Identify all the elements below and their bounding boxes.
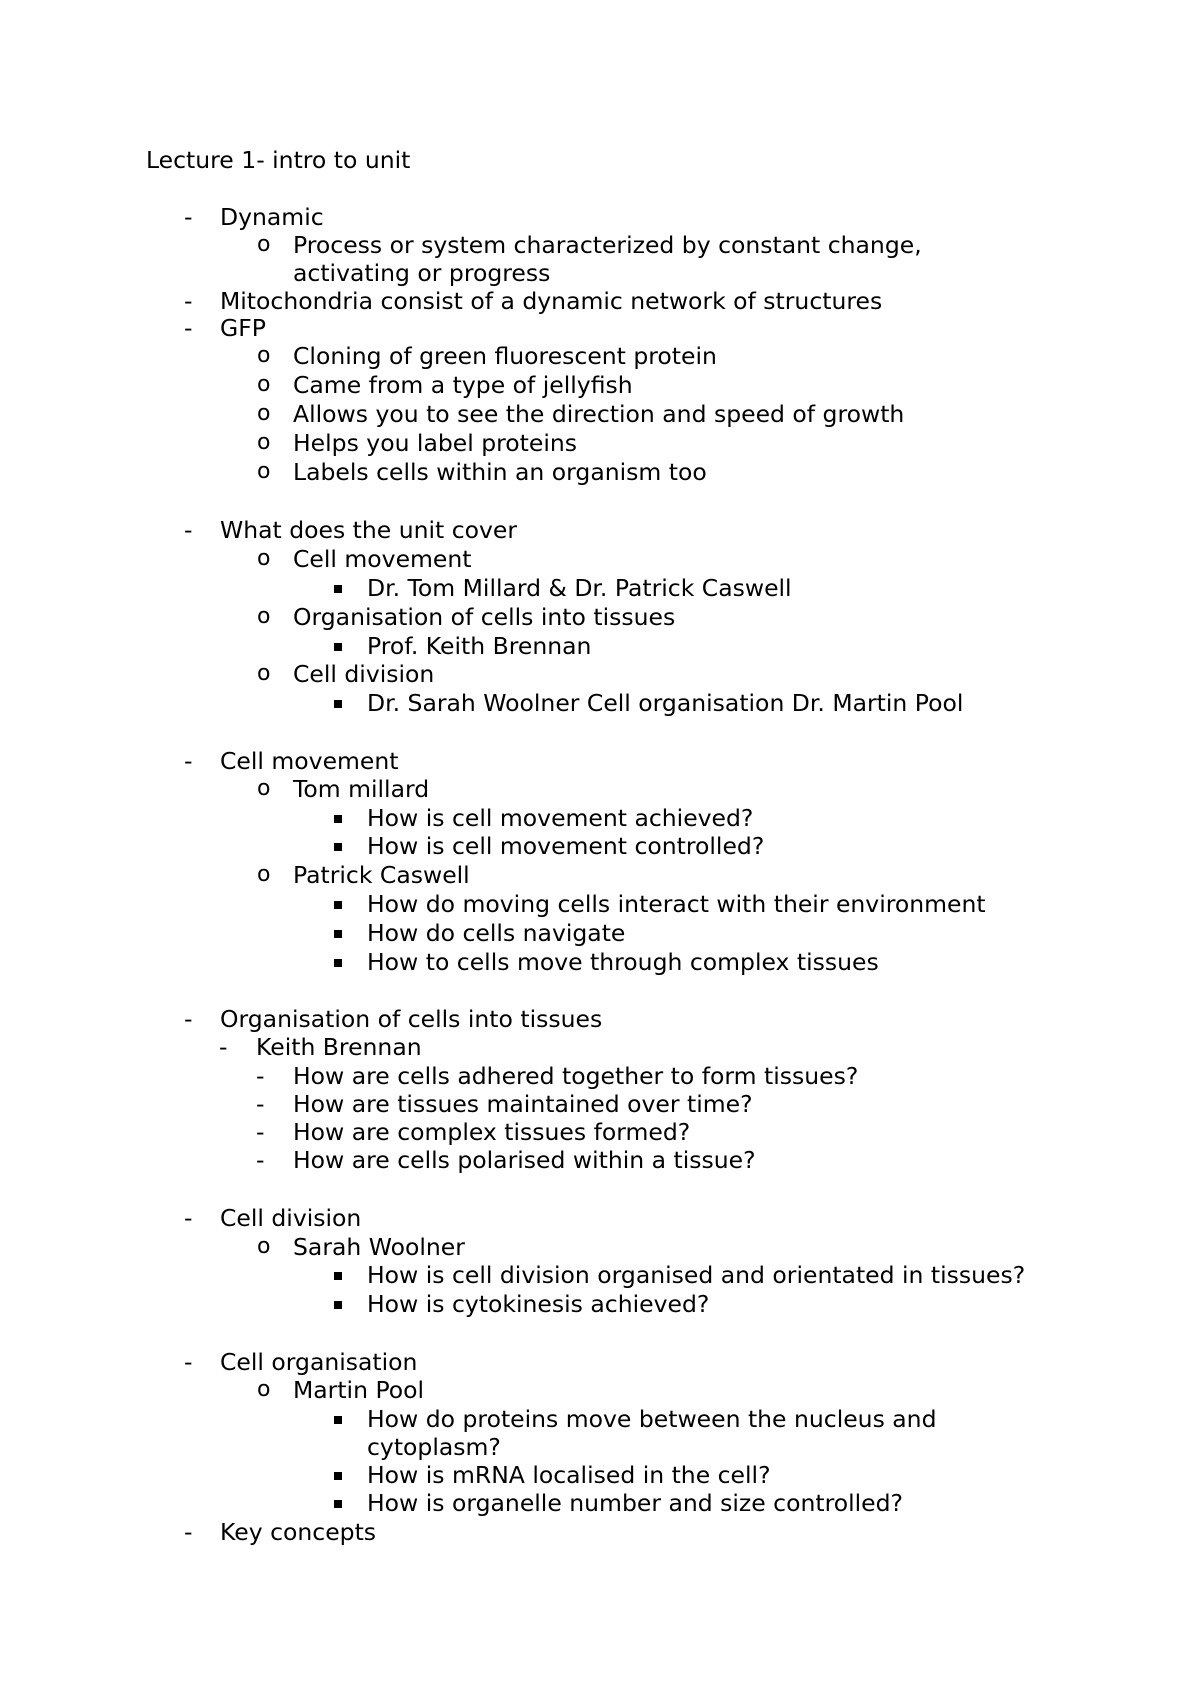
square-bullet-icon [334,930,342,938]
list-item: How is cell movement achieved? [367,804,754,832]
list-item: Cell organisation [220,1348,418,1376]
square-bullet-shape [334,815,342,823]
list-item: Dr. Tom Millard & Dr. Patrick Caswell [367,574,792,602]
list-item: Dynamic [220,203,324,231]
circle-bullet-icon: o [257,401,271,426]
circle-bullet-icon: o [257,776,271,801]
list-item: Allows you to see the direction and speed of growth [293,400,905,428]
list-item: Process or system characterized by constant change, [293,231,922,259]
list-item: Prof. Keith Brennan [367,632,592,660]
list-item: Came from a type of jellyfish [293,371,633,399]
square-bullet-icon [334,643,342,651]
list-item: How do proteins move between the nucleus and [367,1405,937,1433]
dash-bullet-icon: - [256,1118,265,1146]
dash-bullet-icon: - [184,287,193,315]
list-item: Mitochondria consist of a dynamic network of structures [220,287,883,315]
list-item: How are complex tissues formed? [293,1118,691,1146]
square-bullet-icon [334,700,342,708]
square-bullet-shape [334,930,342,938]
dash-bullet-icon: - [184,1204,193,1232]
square-bullet-icon [334,1416,342,1424]
circle-bullet-icon: o [257,372,271,397]
circle-bullet-icon: o [257,343,271,368]
list-item: How are cells adhered together to form tissues? [293,1062,859,1090]
square-bullet-shape [334,643,342,651]
square-bullet-icon [334,585,342,593]
dash-bullet-icon: - [256,1090,265,1118]
square-bullet-icon [334,815,342,823]
list-item: How to cells move through complex tissues [367,948,879,976]
circle-bullet-icon: o [257,661,271,686]
circle-bullet-icon: o [257,430,271,455]
square-bullet-icon [334,959,342,967]
square-bullet-icon [334,1500,342,1508]
square-bullet-shape [334,901,342,909]
square-bullet-shape [334,700,342,708]
list-item: Helps you label proteins [293,429,578,457]
list-item: Labels cells within an organism too [293,458,707,486]
square-bullet-icon [334,843,342,851]
list-item: How is mRNA localised in the cell? [367,1461,771,1489]
dash-bullet-icon: - [256,1062,265,1090]
square-bullet-icon [334,1301,342,1309]
list-item: Cloning of green fluorescent protein [293,342,717,370]
square-bullet-shape [334,843,342,851]
list-item: Cell division [220,1204,362,1232]
list-item: Cell movement [293,545,472,573]
dash-bullet-icon: - [184,1005,193,1033]
dash-bullet-icon: - [184,314,193,342]
list-item: Key concepts [220,1518,377,1546]
list-item: How do cells navigate [367,919,626,947]
page-title: Lecture 1- intro to unit [146,146,411,174]
list-item: How is organelle number and size controlled? [367,1489,904,1517]
square-bullet-shape [334,1272,342,1280]
list-item: Keith Brennan [256,1033,422,1061]
dash-bullet-icon: - [184,1518,193,1546]
square-bullet-shape [334,1472,342,1480]
list-item: Patrick Caswell [293,861,470,889]
square-bullet-icon [334,1272,342,1280]
dash-bullet-icon: - [184,1348,193,1376]
list-item: Organisation of cells into tissues [220,1005,603,1033]
list-item: What does the unit cover [220,516,518,544]
list-item: Tom millard [293,775,430,803]
square-bullet-icon [334,901,342,909]
list-item: Organisation of cells into tissues [293,603,676,631]
list-item: activating or progress [293,259,551,287]
list-item: How do moving cells interact with their environment [367,890,986,918]
circle-bullet-icon: o [257,1377,271,1402]
square-bullet-shape [334,585,342,593]
square-bullet-shape [334,1416,342,1424]
dash-bullet-icon: - [184,747,193,775]
dash-bullet-icon: - [256,1146,265,1174]
circle-bullet-icon: o [257,232,271,257]
circle-bullet-icon: o [257,604,271,629]
list-item: Cell movement [220,747,399,775]
list-item: How are tissues maintained over time? [293,1090,753,1118]
circle-bullet-icon: o [257,546,271,571]
list-item: How are cells polarised within a tissue? [293,1146,756,1174]
circle-bullet-icon: o [257,862,271,887]
square-bullet-shape [334,959,342,967]
list-item: GFP [220,314,266,342]
dash-bullet-icon: - [184,516,193,544]
list-item: Sarah Woolner [293,1233,465,1261]
dash-bullet-icon: - [219,1033,228,1061]
dash-bullet-icon: - [184,203,193,231]
square-bullet-shape [334,1301,342,1309]
square-bullet-shape [334,1500,342,1508]
circle-bullet-icon: o [257,459,271,484]
list-item: Dr. Sarah Woolner Cell organisation Dr. Martin Pool [367,689,964,717]
list-item: How is cytokinesis achieved? [367,1290,710,1318]
list-item: How is cell division organised and orientated in tissues? [367,1261,1026,1289]
list-item: Martin Pool [293,1376,425,1404]
list-item: cytoplasm? [367,1433,501,1461]
list-item: Cell division [293,660,435,688]
circle-bullet-icon: o [257,1234,271,1259]
list-item: How is cell movement controlled? [367,832,765,860]
square-bullet-icon [334,1472,342,1480]
